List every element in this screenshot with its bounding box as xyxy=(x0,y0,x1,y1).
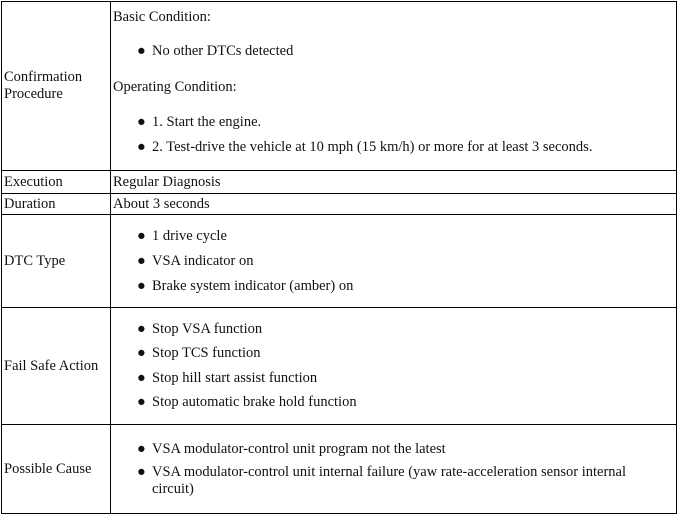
bullet-icon: ● xyxy=(137,369,146,386)
bullet-icon: ● xyxy=(137,320,146,337)
bullet-icon: ● xyxy=(137,114,146,130)
possible-cause-list xyxy=(113,441,670,498)
dtc-type-list xyxy=(113,228,670,295)
operating-condition-list xyxy=(113,114,670,156)
list-item: ● Brake system indicator (amber) on xyxy=(137,277,354,294)
bullet-icon: ● xyxy=(137,252,146,269)
bullet-icon: ● xyxy=(137,277,146,294)
list-item: ● VSA modulator-control unit program not the latest xyxy=(137,440,446,457)
basic-condition-list xyxy=(113,43,670,60)
row-confirmation-procedure xyxy=(2,2,677,171)
label-execution: Execution xyxy=(2,171,111,194)
label-duration: Duration xyxy=(2,194,111,215)
operating-condition-heading: Operating Condition: xyxy=(113,79,237,95)
label-dtc-type: DTC Type xyxy=(2,215,111,308)
value-dtc-type xyxy=(111,215,677,308)
row-fail-safe-action xyxy=(2,308,677,425)
list-item: ● Stop VSA function xyxy=(137,320,263,337)
bullet-icon: ● xyxy=(137,227,146,244)
value-fail-safe-action xyxy=(111,308,677,425)
bullet-icon: ● xyxy=(137,394,146,411)
value-possible-cause xyxy=(111,425,677,514)
label-fail-safe-action: Fail Safe Action xyxy=(2,308,111,425)
list-item: ● Stop TCS function xyxy=(137,345,261,362)
bullet-icon: ● xyxy=(137,463,146,480)
row-dtc-type xyxy=(2,215,677,308)
list-item: ● VSA modulator-control unit internal failure (yaw rate-acceleration sensor internal circuit) xyxy=(137,463,627,497)
bullet-icon: ● xyxy=(137,440,146,457)
row-possible-cause xyxy=(2,425,677,514)
row-execution xyxy=(2,171,677,194)
list-item: ● Stop hill start assist function xyxy=(137,369,318,386)
value-execution: Regular Diagnosis xyxy=(111,171,677,194)
fail-safe-list xyxy=(113,321,670,412)
bullet-icon: ● xyxy=(137,139,146,155)
list-item: ● 1. Start the engine. xyxy=(137,114,262,130)
list-item: ● 1 drive cycle xyxy=(137,227,227,244)
label-possible-cause: Possible Cause xyxy=(2,425,111,514)
list-item: ● 2. Test-drive the vehicle at 10 mph (15 km/h) or more for at least 3 seconds. xyxy=(137,139,593,155)
bullet-icon: ● xyxy=(137,43,146,59)
bullet-icon: ● xyxy=(137,345,146,362)
value-confirmation-procedure xyxy=(111,2,677,171)
list-item: ● VSA indicator on xyxy=(137,252,254,269)
label-confirmation-procedure: Confirmation Procedure xyxy=(2,2,111,171)
basic-condition-heading: Basic Condition: xyxy=(113,9,211,25)
dtc-info-table xyxy=(1,1,677,514)
row-duration xyxy=(2,194,677,215)
list-item: ● Stop automatic brake hold function xyxy=(137,394,357,411)
list-item: ● No other DTCs detected xyxy=(137,43,294,59)
value-duration: About 3 seconds xyxy=(111,194,677,215)
